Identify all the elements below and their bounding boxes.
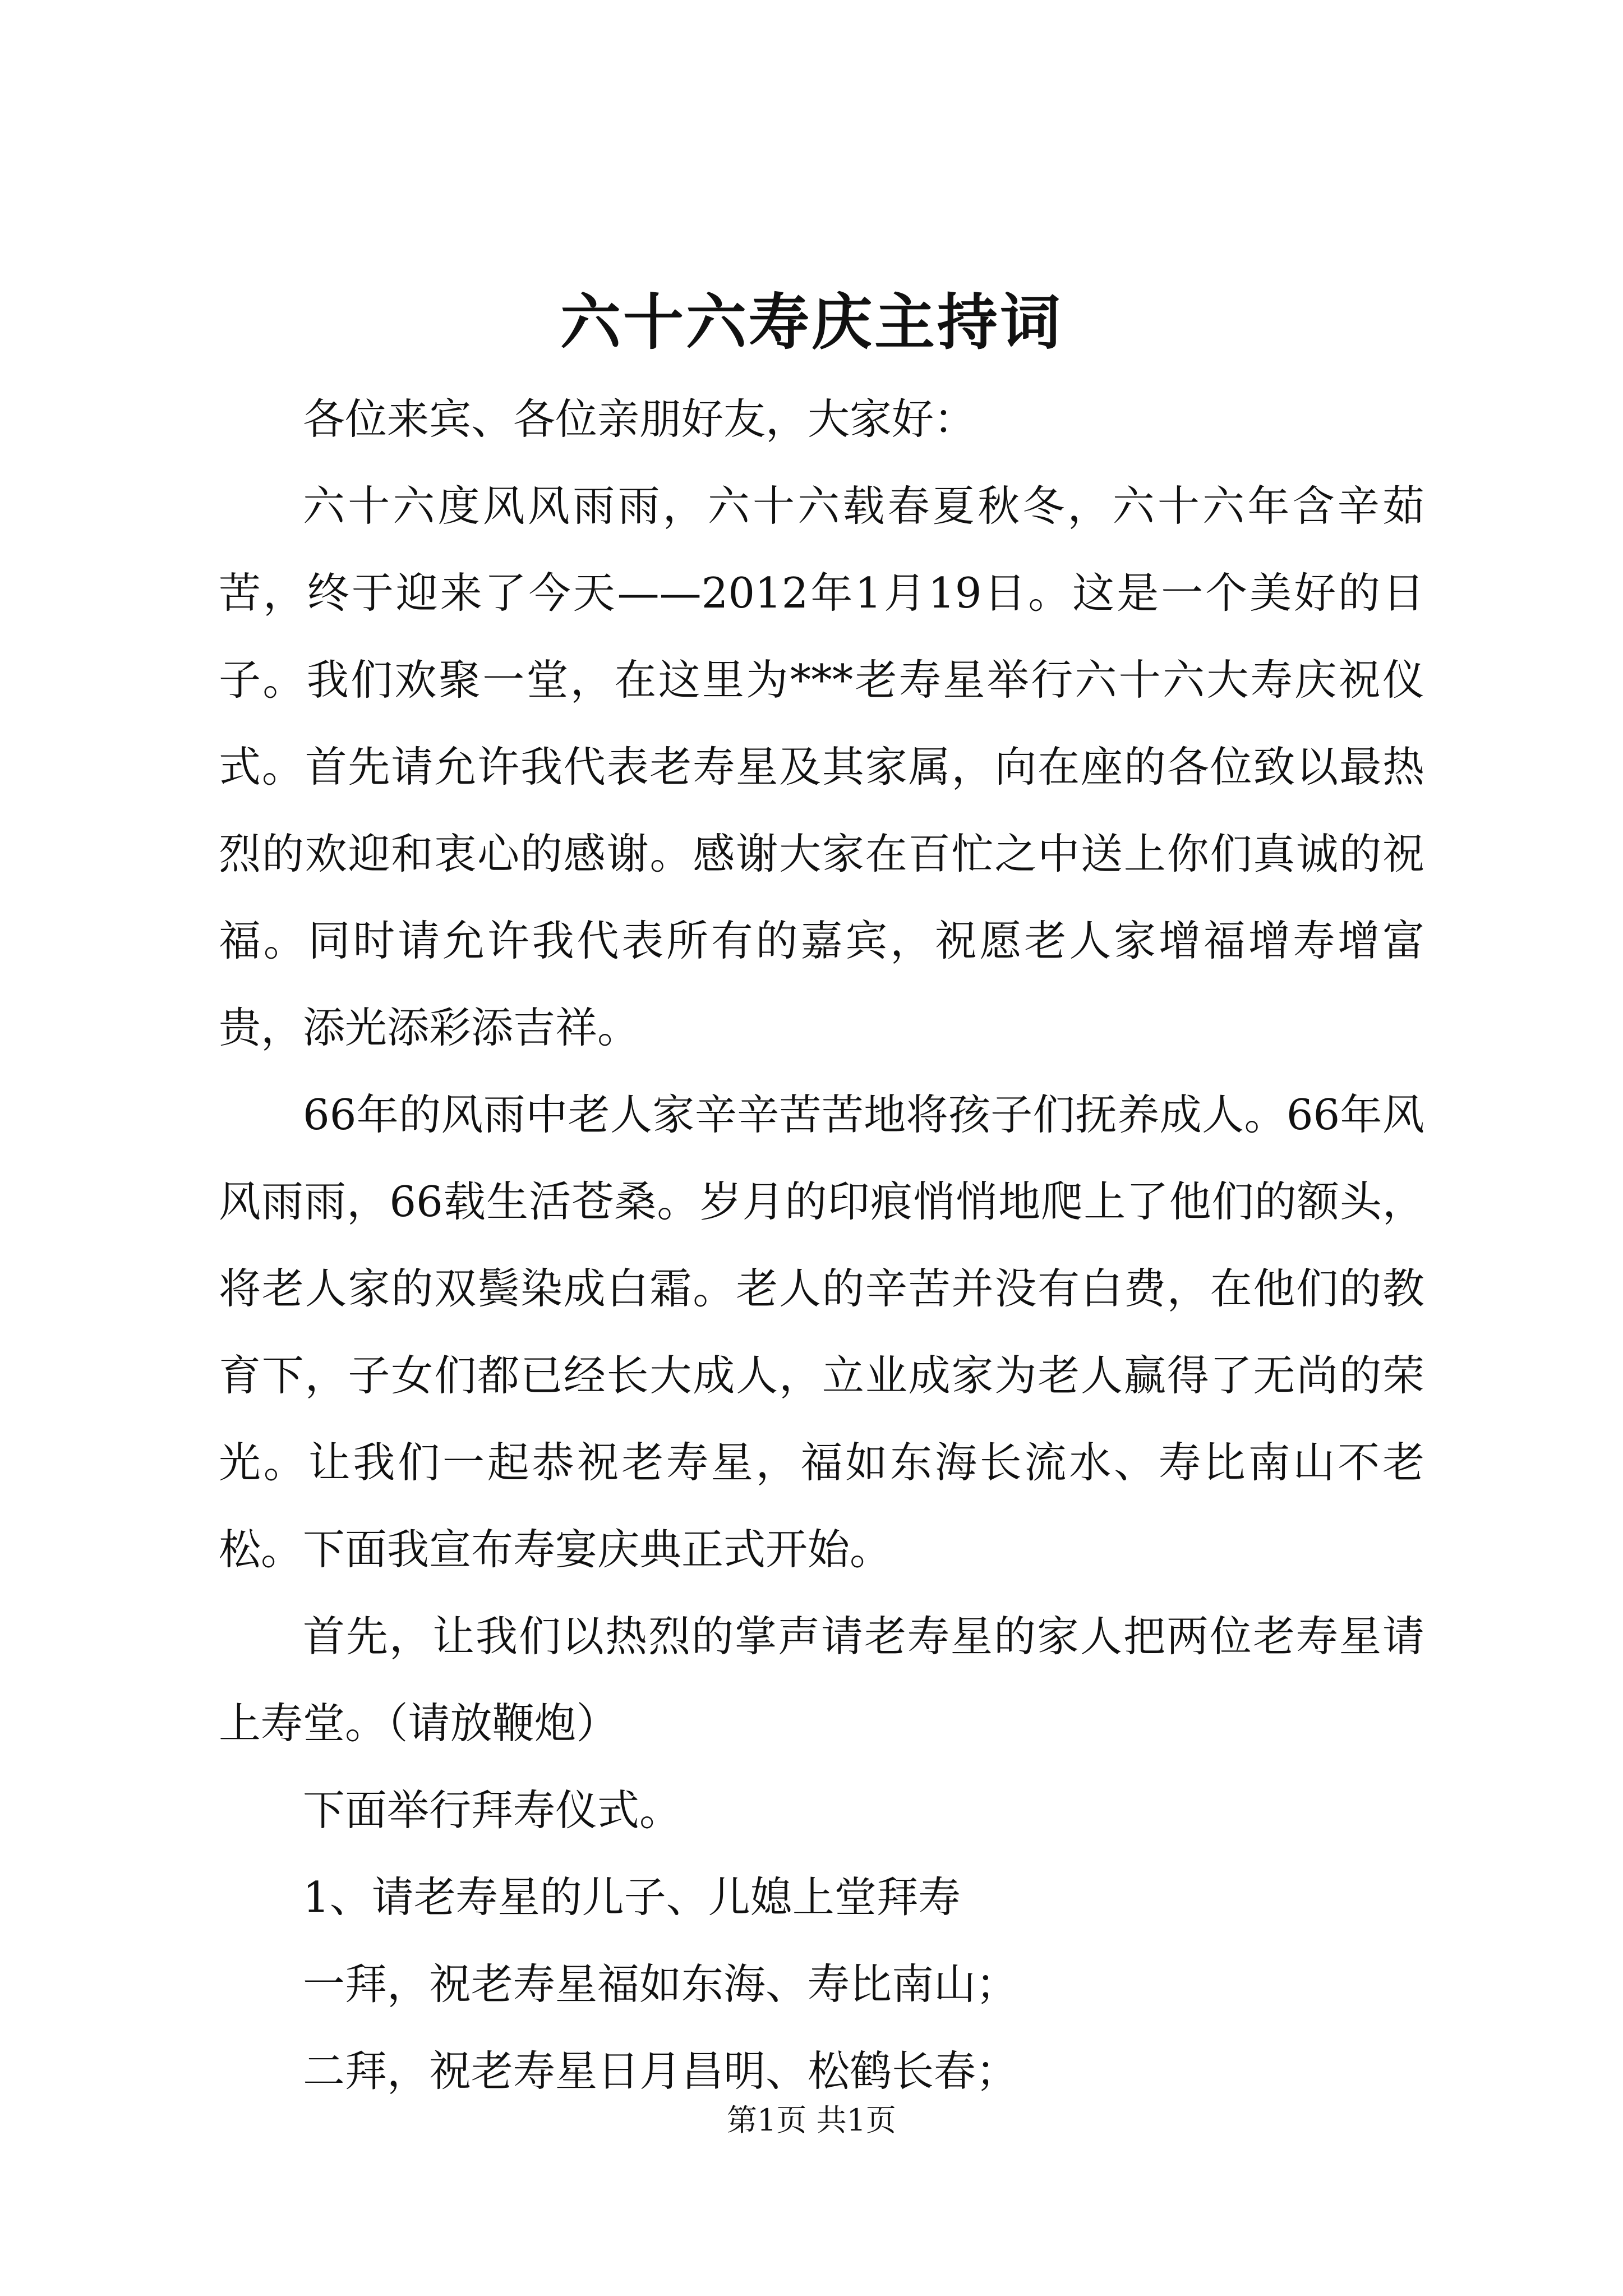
first-bow-paragraph: 一拜，祝老寿星福如东海、寿比南山； (303, 1959, 1018, 2009)
page-number-footer: 第1页 共1页 (727, 2102, 896, 2138)
opening-paragraph: 六十六度风风雨雨，六十六载春夏秋冬，六十六年含辛茹苦，终于迎来了今天——2012年1月19日。这是一个美好的日子。我们欢聚一堂，在这里为***老寿星举行六十六大寿庆祝仪式。首先请允许我代表老寿星及其家属，向在座的各位致以最热烈的欢迎和衷心的感谢。感谢大家在百忙之中送上你们真诚的祝福。同时请允许我代表所有的嘉宾，祝愿老人家增福增寿增富贵，添光添彩添吉祥。 (219, 481, 1424, 1052)
greeting-paragraph: 各位来宾、各位亲朋好友，大家好： (303, 394, 976, 444)
second-bow-paragraph: 二拜，祝老寿星日月昌明、松鹤长春； (303, 2046, 1018, 2096)
invitation-paragraph: 首先，让我们以热烈的掌声请老寿星的家人把两位老寿星请上寿堂。（请放鞭炮） (219, 1612, 1424, 1748)
ceremony-intro-paragraph: 下面举行拜寿仪式。 (303, 1786, 682, 1835)
tribute-paragraph: 66年的风雨中老人家辛辛苦苦地将孩子们抚养成人。66年风风雨雨，66载生活苍桑。岁月的印痕悄悄地爬上了他们的额头，将老人家的双鬓染成白霜。老人的辛苦并没有白费，在他们的教育下，子女们都已经长大成人，立业成家为老人赢得了无尚的荣光。让我们一起恭祝老寿星，福如东海长流水、寿比南山不老松。下面我宣布寿宴庆典正式开始。 (219, 1090, 1424, 1574)
ceremony-step-paragraph: 1、请老寿星的儿子、儿媳上堂拜寿 (303, 1872, 961, 1922)
document-body (219, 376, 1424, 2115)
document-title: 六十六寿庆主持词 (560, 287, 1063, 358)
